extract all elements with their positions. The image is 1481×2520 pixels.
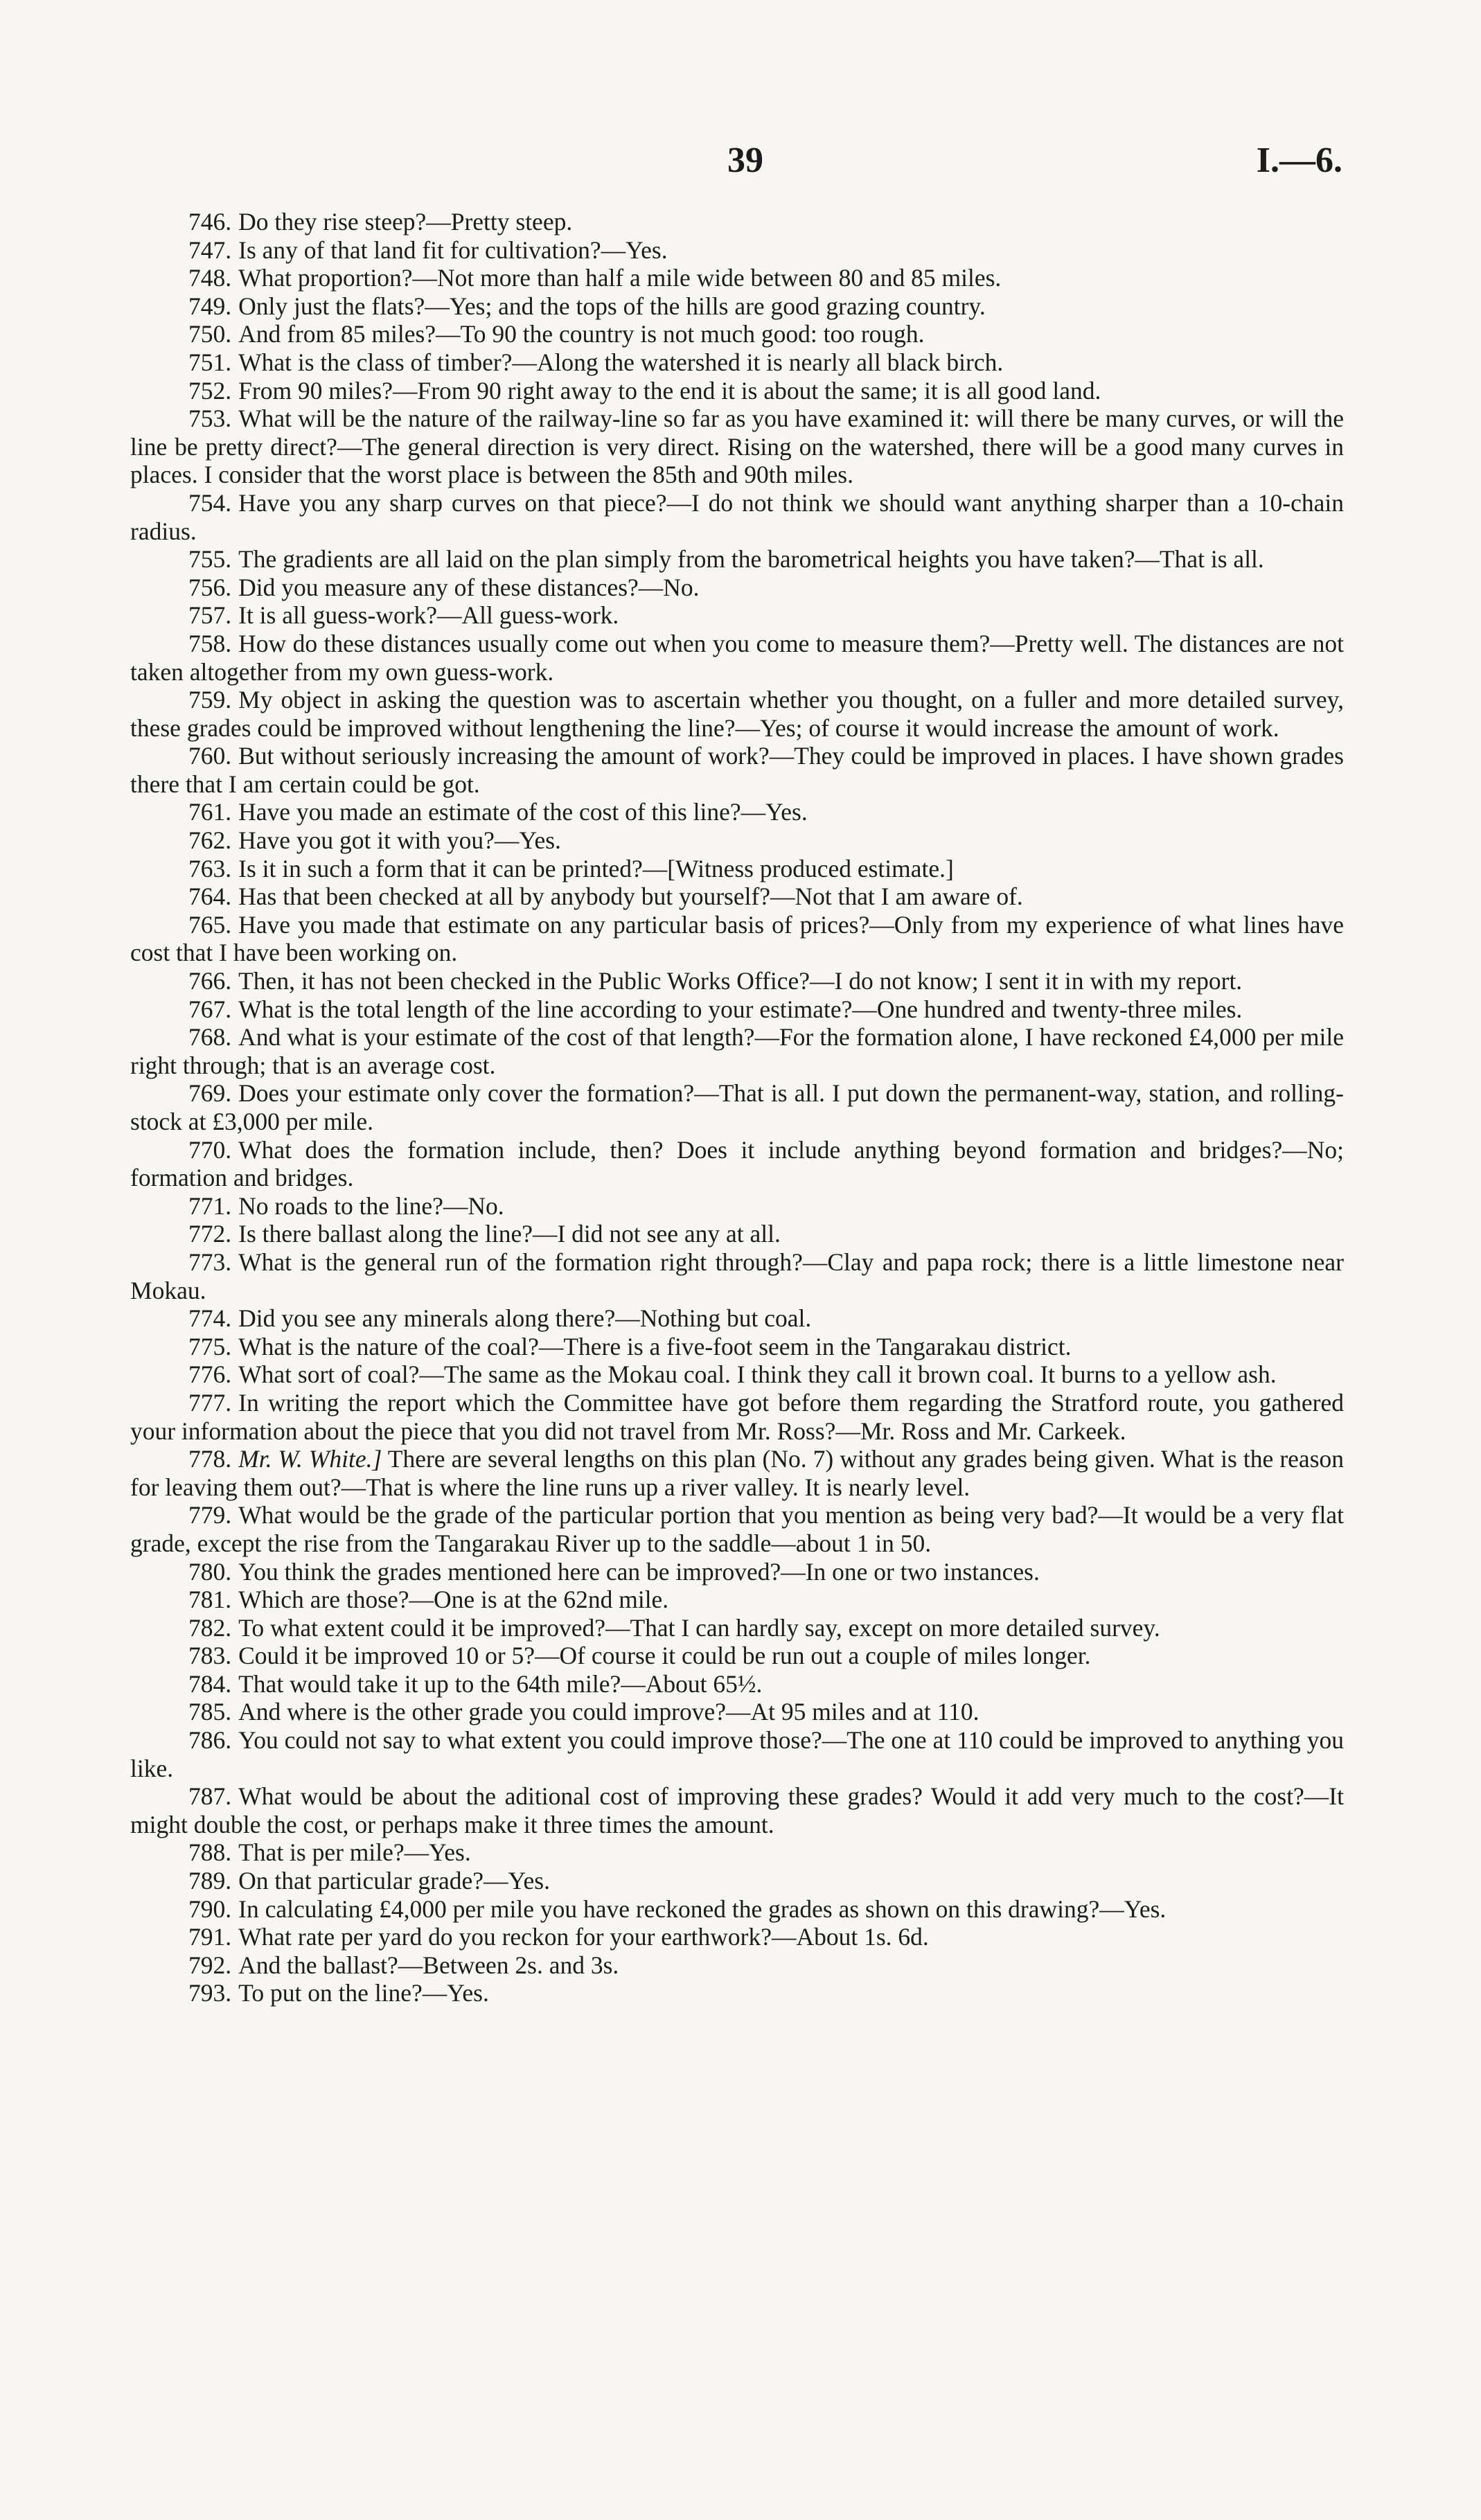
question-answer-paragraph [130, 1782, 1344, 1838]
question-answer-paragraph [130, 1670, 1344, 1698]
question-number: 784. [188, 1669, 232, 1698]
question-number: 763. [188, 854, 232, 882]
question-answer-text: That is per mile?—Yes. [238, 1838, 471, 1867]
question-answer-paragraph [130, 967, 1344, 995]
question-answer-paragraph [130, 630, 1344, 686]
question-answer-paragraph [130, 1304, 1344, 1333]
question-answer-text: And where is the other grade you could improve?—At 95 miles and at 110. [238, 1698, 979, 1726]
question-number: 778. [188, 1445, 232, 1473]
question-answer-paragraph [130, 1951, 1344, 1980]
question-number: 777. [188, 1388, 232, 1417]
question-answer-text: Have you got it with you?—Yes. [238, 826, 561, 855]
question-answer-paragraph [130, 798, 1344, 826]
question-answer-text: What sort of coal?—The same as the Mokau coal. I think they call it brown coal. It burns to a yellow ash. [238, 1360, 1277, 1389]
question-number: 775. [188, 1332, 232, 1360]
question-answer-paragraph [130, 1192, 1344, 1221]
question-answer-text: Does your estimate only cover the formation?—That is all. I put down the permanent-way, station, and rolling-stock at £3,000 per mile. [130, 1079, 1344, 1135]
question-answer-paragraph [130, 1726, 1344, 1782]
page-header [0, 140, 1481, 181]
question-answer-text: From 90 miles?—From 90 right away to the end it is about the same; it is all good land. [238, 376, 1101, 405]
question-number: 766. [188, 967, 232, 995]
question-answer-text: Then, it has not been checked in the Public Works Office?—I do not know; I sent it in with my report. [238, 967, 1243, 995]
question-answer-text: To put on the line?—Yes. [238, 1979, 489, 2007]
question-answer-paragraph [130, 826, 1344, 855]
question-answer-text: Have you made that estimate on any particular basis of prices?—Only from my experience of what lines have cost that I have been working on. [130, 910, 1344, 967]
question-answer-paragraph [130, 1136, 1344, 1192]
question-answer-paragraph [130, 1558, 1344, 1586]
question-number: 748. [188, 264, 232, 292]
question-answer-paragraph [130, 405, 1344, 489]
question-number: 793. [188, 1979, 232, 2007]
question-answer-paragraph [130, 1923, 1344, 1951]
question-number: 764. [188, 882, 232, 911]
question-answer-paragraph [130, 1360, 1344, 1389]
question-answer-paragraph [130, 489, 1344, 545]
question-answer-paragraph [130, 1079, 1344, 1135]
question-number: 753. [188, 405, 232, 433]
question-answer-paragraph [130, 882, 1344, 911]
question-answer-paragraph [130, 1838, 1344, 1867]
question-number: 762. [188, 826, 232, 855]
question-answer-text: That would take it up to the 64th mile?—About 65½. [238, 1669, 763, 1698]
question-number: 750. [188, 320, 232, 348]
question-answer-text: Is there ballast along the line?—I did not see any at all. [238, 1220, 781, 1248]
question-answer-text: My object in asking the question was to ascertain whether you thought, on a fuller and more detailed survey, these grades could be improved without lengthening the line?—Yes; of course it would increase the amount of work. [130, 686, 1344, 742]
question-number: 774. [188, 1304, 232, 1333]
question-answer-text: How do these distances usually come out when you come to measure them?—Pretty well. The distances are not taken altogether from my own guess-work. [130, 629, 1344, 686]
question-number: 783. [188, 1642, 232, 1670]
question-answer-text: Have you any sharp curves on that piece?—I do not think we should want anything sharper than a 10-chain radius. [130, 488, 1344, 545]
document-reference: I.—6. [1256, 141, 1342, 180]
question-answer-paragraph [130, 601, 1344, 630]
question-number: 780. [188, 1557, 232, 1586]
question-answer-text: Do they rise steep?—Pretty steep. [238, 208, 573, 236]
question-answer-text: What rate per yard do you reckon for your earthwork?—About 1s. 6d. [238, 1923, 929, 1951]
question-number: 759. [188, 686, 232, 714]
question-answer-text: To what extent could it be improved?—That I can hardly say, except on more detailed survey. [238, 1613, 1160, 1642]
question-number: 765. [188, 910, 232, 939]
question-number: 789. [188, 1867, 232, 1895]
question-answer-text: What would be about the aditional cost of improving these grades? Would it add very much to the cost?—It might double the cost, or perhaps make it three times the amount. [130, 1782, 1344, 1838]
question-number: 788. [188, 1838, 232, 1867]
question-answer-text: There are several lengths on this plan (No. 7) without any grades being given. What is the reason for leaving them out?—That is where the line runs up a river valley. It is nearly level. [130, 1445, 1345, 1501]
question-number: 787. [188, 1782, 232, 1811]
question-answer-paragraph [130, 1979, 1344, 2007]
question-answer-text: Which are those?—One is at the 62nd mile. [238, 1586, 669, 1614]
question-answer-text: What is the total length of the line according to your estimate?—One hundred and twenty-three miles. [238, 995, 1243, 1023]
question-answer-paragraph [130, 1614, 1344, 1642]
question-answer-text: You think the grades mentioned here can be improved?—In one or two instances. [238, 1557, 1040, 1586]
question-answer-paragraph [130, 236, 1344, 265]
question-number: 785. [188, 1698, 232, 1726]
question-number: 746. [188, 208, 232, 236]
question-answer-text: What does the formation include, then? Does it include anything beyond formation and bridges?—No; formation and bridges. [130, 1135, 1344, 1192]
question-number: 782. [188, 1613, 232, 1642]
question-answer-text: What is the nature of the coal?—There is a five-foot seem in the Tangarakau district. [238, 1332, 1072, 1360]
question-answer-text: On that particular grade?—Yes. [238, 1867, 550, 1895]
question-number: 770. [188, 1135, 232, 1164]
question-answer-paragraph [130, 1642, 1344, 1670]
question-answer-paragraph [130, 855, 1344, 883]
question-number: 769. [188, 1079, 232, 1108]
question-number: 781. [188, 1586, 232, 1614]
question-answer-text: And the ballast?—Between 2s. and 3s. [238, 1951, 619, 1979]
question-number: 761. [188, 798, 232, 826]
question-answer-paragraph [130, 320, 1344, 348]
evidence-transcript [130, 208, 1344, 2007]
question-answer-paragraph [130, 1698, 1344, 1726]
question-answer-paragraph [130, 686, 1344, 742]
question-answer-text: And what is your estimate of the cost of that length?—For the formation alone, I have reckoned £4,000 per mile right through; that is an average cost. [130, 1023, 1344, 1079]
question-number: 791. [188, 1923, 232, 1951]
question-answer-text: Did you measure any of these distances?—No. [238, 573, 700, 601]
question-number: 754. [188, 488, 232, 517]
question-answer-paragraph [130, 208, 1344, 236]
question-number: 772. [188, 1220, 232, 1248]
question-answer-text: And from 85 miles?—To 90 the country is not much good: too rough. [238, 320, 925, 348]
question-number: 768. [188, 1023, 232, 1052]
question-answer-paragraph [130, 1867, 1344, 1895]
question-answer-paragraph [130, 377, 1344, 405]
question-answer-text: What will be the nature of the railway-line so far as you have examined it: will there be many curves, or will the line be pretty direct?—The general direction is very direct. Rising on the watershed, there will be a good many curves in places. I consider that the worst place is between the 85th and 90th miles. [130, 405, 1344, 489]
question-answer-text: Is it in such a form that it can be printed?—[Witness produced estimate.] [238, 854, 954, 882]
question-answer-paragraph [130, 742, 1344, 798]
question-answer-text: Is any of that land fit for cultivation?—Yes. [238, 236, 668, 264]
question-answer-text: You could not say to what extent you could improve those?—The one at 110 could be improved to anything you like. [130, 1726, 1344, 1782]
question-answer-paragraph [130, 1895, 1344, 1924]
question-number: 758. [188, 629, 232, 657]
question-answer-text: It is all guess-work?—All guess-work. [238, 601, 619, 630]
question-answer-text: Only just the flats?—Yes; and the tops of the hills are good grazing country. [238, 292, 986, 320]
question-answer-paragraph [130, 1248, 1344, 1304]
question-answer-paragraph [130, 1023, 1344, 1079]
question-answer-text: What is the class of timber?—Along the watershed it is nearly all black birch. [238, 348, 1004, 376]
question-number: 771. [188, 1191, 232, 1220]
question-answer-text: What is the general run of the formation right through?—Clay and papa rock; there is a little limestone near Mokau. [130, 1248, 1344, 1304]
question-answer-text: In calculating £4,000 per mile you have reckoned the grades as shown on this drawing?—Yes. [238, 1895, 1167, 1923]
question-number: 776. [188, 1360, 232, 1389]
question-number: 760. [188, 742, 232, 770]
question-number: 756. [188, 573, 232, 601]
question-number: 773. [188, 1248, 232, 1276]
question-number: 779. [188, 1501, 232, 1529]
question-answer-text: Did you see any minerals along there?—Nothing but coal. [238, 1304, 812, 1333]
question-number: 757. [188, 601, 232, 630]
question-answer-paragraph [130, 348, 1344, 377]
question-answer-text: The gradients are all laid on the plan simply from the barometrical heights you have taken?—That is all. [238, 545, 1264, 574]
question-number: 792. [188, 1951, 232, 1979]
question-number: 751. [188, 348, 232, 376]
speaker-label: Mr. W. White.] [238, 1445, 382, 1473]
question-answer-text: What would be the grade of the particular portion that you mention as being very bad?—It would be a very flat grade, except the rise from the Tangarakau River up to the saddle—about 1 in 50. [130, 1501, 1344, 1557]
question-number: 752. [188, 376, 232, 405]
question-number: 749. [188, 292, 232, 320]
question-answer-paragraph [130, 545, 1344, 574]
question-number: 747. [188, 236, 232, 264]
question-answer-text: Could it be improved 10 or 5?—Of course it could be run out a couple of miles longer. [238, 1642, 1091, 1670]
question-answer-paragraph [130, 1586, 1344, 1614]
question-number: 755. [188, 545, 232, 574]
question-answer-text: Have you made an estimate of the cost of this line?—Yes. [238, 798, 808, 826]
question-answer-paragraph [130, 264, 1344, 292]
question-answer-text: Has that been checked at all by anybody but yourself?—Not that I am aware of. [238, 882, 1023, 911]
question-number: 786. [188, 1726, 232, 1755]
question-number: 790. [188, 1895, 232, 1923]
question-answer-text: No roads to the line?—No. [238, 1191, 504, 1220]
question-answer-text: But without seriously increasing the amount of work?—They could be improved in places. I have shown grades there that I am certain could be got. [130, 742, 1344, 798]
question-answer-text: In writing the report which the Committee have got before them regarding the Stratford route, you gathered your information about the piece that you did not travel from Mr. Ross?—Mr. Ross and Mr. Carkeek. [130, 1388, 1344, 1445]
question-answer-paragraph [130, 1333, 1344, 1361]
question-answer-text: What proportion?—Not more than half a mile wide between 80 and 85 miles. [238, 264, 1002, 292]
question-answer-paragraph [130, 1389, 1344, 1445]
question-answer-paragraph [130, 995, 1344, 1024]
question-answer-paragraph [130, 292, 1344, 321]
question-answer-paragraph [130, 1501, 1344, 1557]
question-answer-paragraph [130, 1220, 1344, 1248]
question-answer-paragraph [130, 1445, 1344, 1501]
page-number: 39 [727, 141, 763, 180]
question-answer-paragraph [130, 911, 1344, 967]
question-number: 767. [188, 995, 232, 1023]
question-answer-paragraph [130, 574, 1344, 602]
